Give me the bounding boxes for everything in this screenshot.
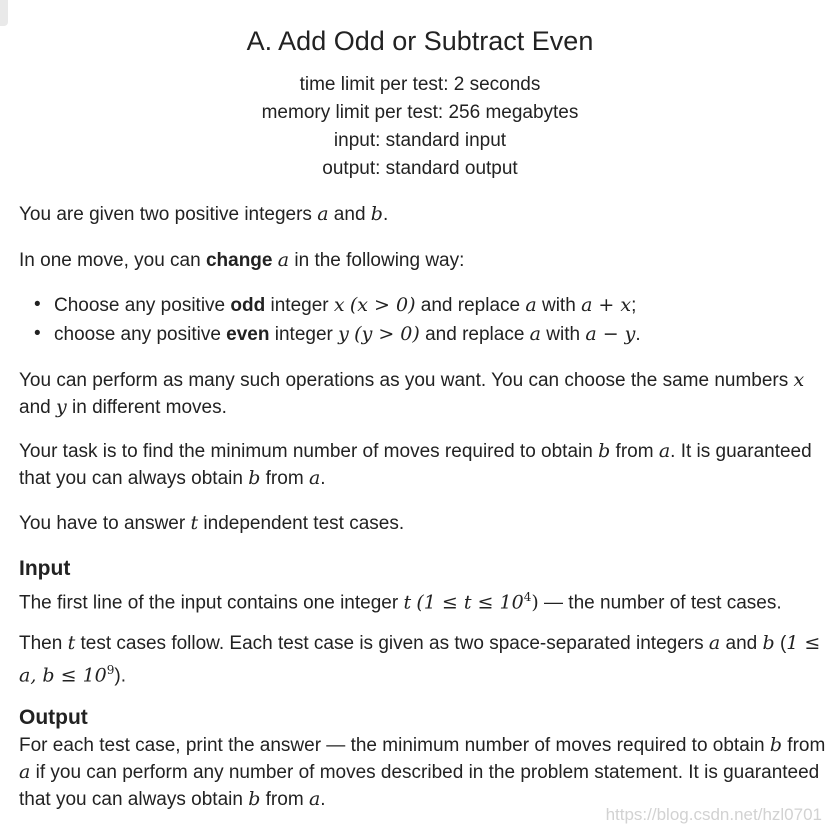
memory-limit: memory limit per test: 256 megabytes (261, 102, 579, 123)
output-paragraph-1: For each test case, print the answer — the minimum number of moves required to obtain b from a if you can perform any number of moves described in the problem statement. It is guaranteed that you can always obtain b from a. (19, 734, 826, 810)
output-heading: Output (19, 706, 88, 729)
statement-paragraph-5: You have to answer t independent test cases. (19, 512, 405, 534)
input-paragraph-2: Then t test cases follow. Each test case is given as two space-separated integers a and b (1 ≤ a, $b \le 10^9$). (19, 632, 821, 687)
problem-title: A. Add Odd or Subtract Even (246, 26, 594, 56)
watermark: https://blog.csdn.net/hzl0701 (605, 805, 822, 824)
corner-marker (0, 0, 8, 26)
statement-paragraph-4: Your task is to find the minimum number of moves required to obtain b from a. It is guaranteed that you can always obtain b from a. (19, 440, 812, 489)
list-item: • Choose any positive odd integer x (x > 0) and replace a with a + x; (54, 291, 814, 320)
problem-limits (0, 71, 832, 183)
list-item: • choose any positive even integer y (y > 0) and replace a with a − y. (54, 320, 814, 349)
input-heading: Input (19, 557, 71, 580)
output-spec: output: standard output (322, 158, 518, 179)
time-limit: time limit per test: 2 seconds (299, 74, 541, 95)
statement-paragraph-2: In one move, you can change a in the following way: (19, 249, 465, 271)
statement-paragraph-3: You can perform as many such operations as you want. You can choose the same numbers x and y in different moves. (19, 369, 805, 418)
statement-paragraph-1: You are given two positive integers a and b. (19, 203, 389, 225)
input-spec: input: standard input (333, 130, 507, 151)
move-options-list (54, 291, 814, 349)
input-paragraph-1: The first line of the input contains one integer t $(1 \le t \le 10^4)$ — the number of test cases. (19, 590, 782, 614)
